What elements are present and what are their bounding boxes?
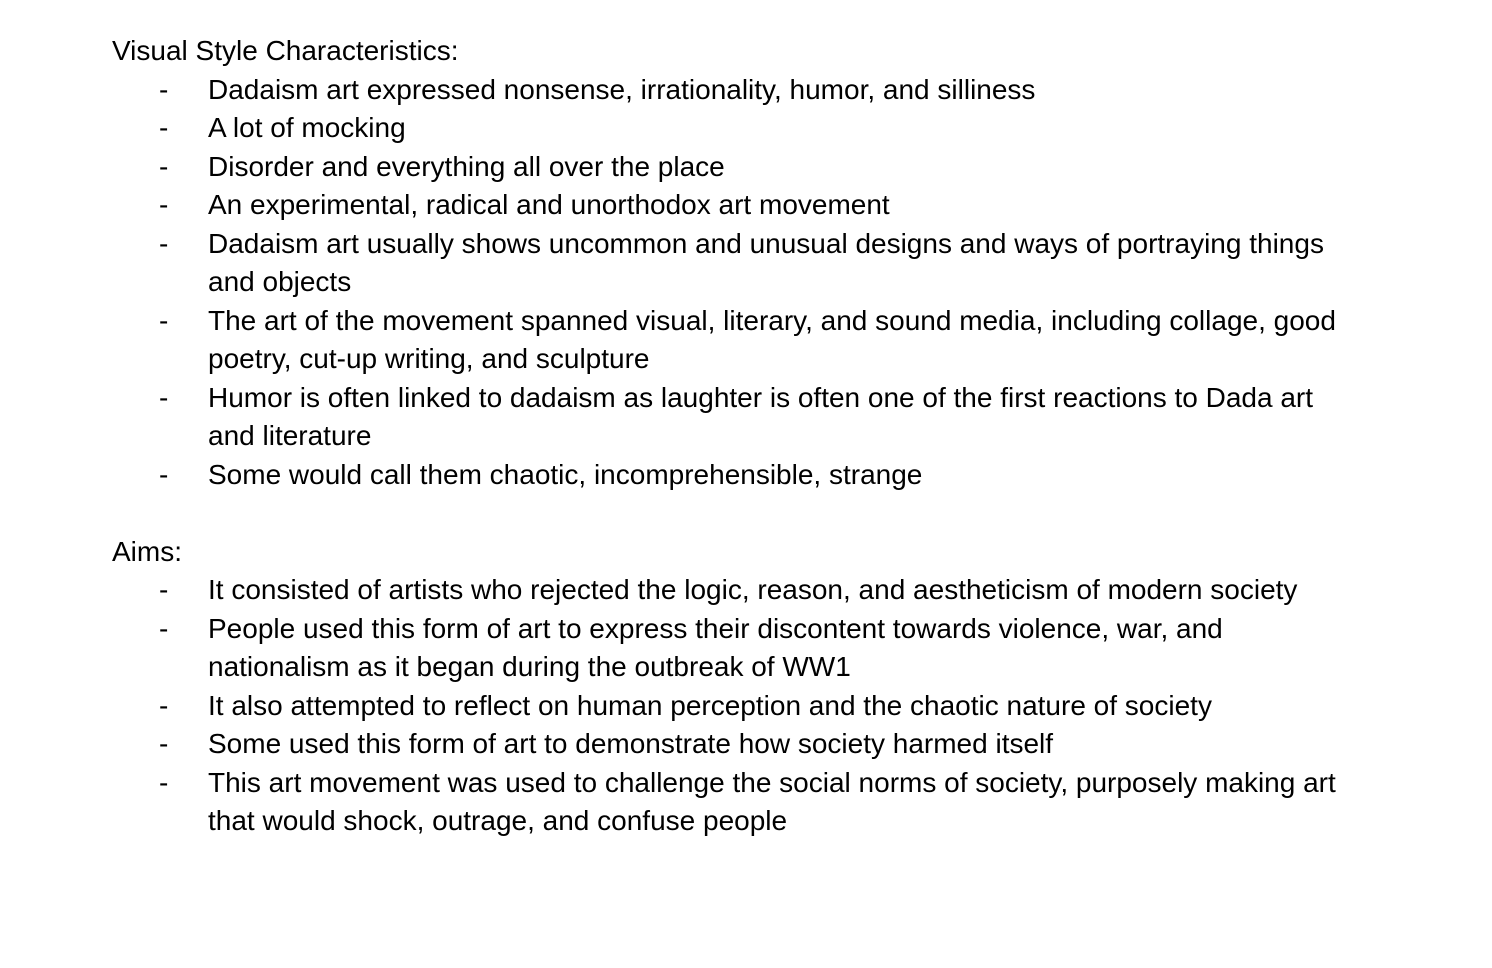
list-item: [112, 610, 1372, 687]
aims-list: [112, 571, 1372, 841]
list-item: [112, 379, 1372, 456]
list-item-text: Dadaism art usually shows uncommon and unusual designs and ways of portraying things and objects: [208, 227, 1324, 297]
list-item: [112, 71, 1372, 110]
list-item-text: An experimental, radical and unorthodox art movement: [208, 189, 890, 220]
list-item-text: People used this form of art to express their discontent towards violence, war, and nationalism as it began during the outbreak of WW1: [208, 612, 1223, 682]
visual-style-list: [112, 71, 1372, 495]
list-item: [112, 225, 1372, 302]
bullet-dash: -: [159, 189, 169, 220]
list-item: [112, 764, 1372, 841]
bullet-dash: -: [159, 728, 169, 759]
bullet-dash: -: [159, 766, 169, 798]
list-item: [112, 456, 1372, 495]
list-item-text: Dadaism art expressed nonsense, irrationality, humor, and silliness: [208, 73, 1036, 105]
list-item: [112, 186, 1372, 225]
list-item: [112, 148, 1372, 187]
list-item-text: It also attempted to reflect on human perception and the chaotic nature of society: [208, 689, 1212, 721]
list-item-text: Some would call them chaotic, incomprehensible, strange: [208, 458, 923, 490]
list-item-text: This art movement was used to challenge the social norms of society, purposely making art that would shock, outrage, and confuse people: [208, 766, 1336, 836]
bullet-dash: -: [159, 458, 169, 490]
bullet-dash: -: [159, 112, 169, 143]
bullet-dash: -: [159, 689, 169, 721]
bullet-dash: -: [159, 150, 169, 182]
section-heading-aims: Aims:: [112, 535, 182, 567]
list-item: [112, 302, 1372, 379]
bullet-dash: -: [159, 381, 169, 413]
section-heading-visual-style: Visual Style Characteristics:: [112, 35, 459, 66]
list-item-text: Disorder and everything all over the place: [208, 150, 725, 182]
document-body: [112, 32, 1372, 841]
list-item-text: It consisted of artists who rejected the logic, reason, and aestheticism of modern society: [208, 574, 1298, 605]
section-spacer: [112, 494, 1372, 533]
list-item-text: Humor is often linked to dadaism as laughter is often one of the first reactions to Dada art and literature: [208, 381, 1314, 451]
list-item: [112, 725, 1372, 764]
list-item-text: The art of the movement spanned visual, literary, and sound media, including collage, good poetry, cut-up writing, and sculpture: [208, 304, 1336, 374]
list-item: [112, 687, 1372, 726]
list-item: [112, 109, 1372, 148]
list-item: [112, 571, 1372, 610]
bullet-dash: -: [159, 73, 169, 105]
bullet-dash: -: [159, 304, 169, 336]
list-item-text: Some used this form of art to demonstrate how society harmed itself: [208, 728, 1054, 759]
bullet-dash: -: [159, 227, 169, 259]
list-item-text: A lot of mocking: [208, 112, 406, 143]
bullet-dash: -: [159, 574, 169, 605]
bullet-dash: -: [159, 612, 169, 644]
